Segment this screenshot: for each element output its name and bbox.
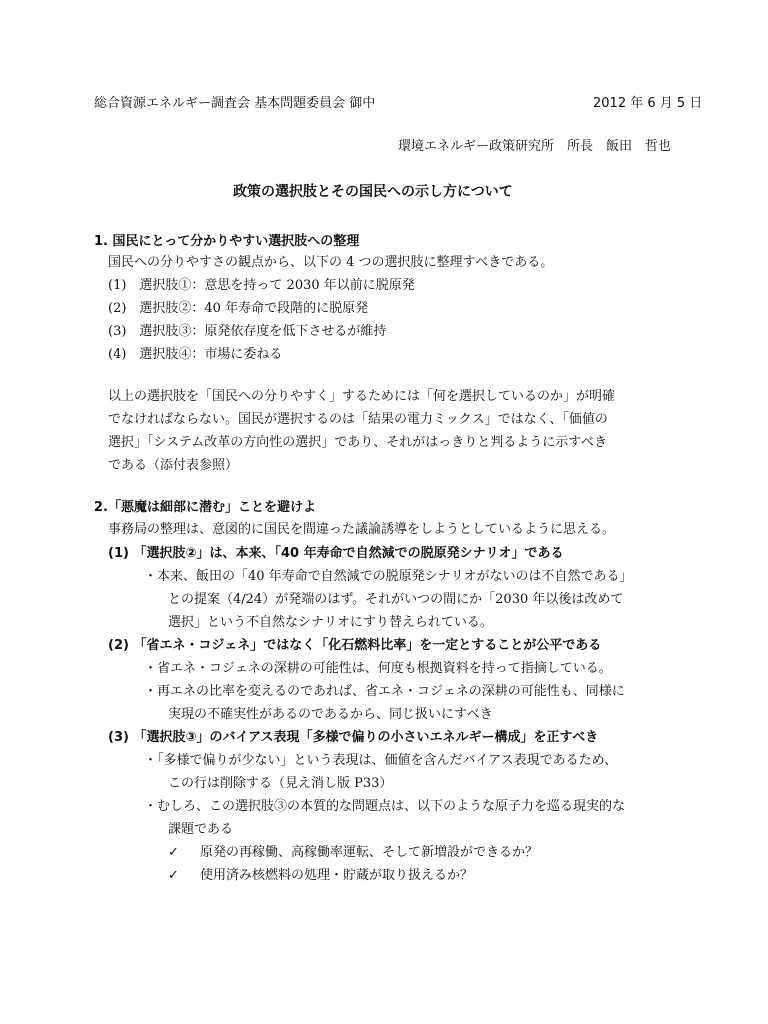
section2-heading: 2.「悪魔は細部に潜む」ことを避けよ — [94, 500, 316, 515]
item1-line: との提案（4/24）が発端のはず。それがいつの間にか「2030 年以後は改めて — [168, 592, 624, 607]
item3-line: この行は削除する（見え消し版 P33） — [168, 776, 393, 791]
check-item: 使用済み核燃料の処理・貯蔵が取り扱えるか？ — [200, 868, 474, 883]
section2-intro: 事務局の整理は、意図的に国民を間違った議論誘導をしようとしているように思える。 — [108, 522, 616, 537]
item2-line: 実現の不確実性があるのであるから、同じ扱いにすべき — [168, 707, 493, 722]
item2-line: ・再エネの比率を変えるのであれば、省エネ・コジェネの深耕の可能性も、同様に — [144, 684, 625, 699]
section1-paragraph-line: である（添付表参照） — [108, 458, 239, 473]
option-2: (2) 選択肢②：40 年寿命で段階的に脱原発 — [108, 301, 369, 316]
check-item: 原発の再稼働、高稼働率運転、そして新増設ができるか？ — [200, 845, 539, 860]
date: 2012 年 6 月 5 日 — [593, 96, 703, 111]
section1-paragraph-line: 選択」「システム改革の方向性の選択」であり、それがはっきりと判るように示すべき — [108, 435, 607, 450]
recipient: 総合資源エネルギー調査会 基本問題委員会 御中 — [94, 96, 376, 111]
section1-intro: 国民への分りやすさの観点から、以下の 4 つの選択肢に整理すべきである。 — [108, 255, 554, 270]
item3-line: ・むしろ、この選択肢③の本質的な問題点は、以下のような原子力を巡る現実的な — [144, 799, 626, 814]
option-1: (1) 選択肢①：意思を持って 2030 年以前に脱原発 — [108, 278, 415, 293]
item1-heading: (1) 「選択肢②」は、本来、「40 年寿命で自然減での脱原発シナリオ」である — [108, 546, 564, 561]
checkmark-icon: ✓ — [168, 845, 179, 860]
option-4: (4) 選択肢④：市場に委ねる — [108, 347, 283, 362]
item3-line: 課題である — [168, 822, 234, 837]
section1-paragraph-line: 以上の選択肢を「国民への分りやすく」するためには「何を選択しているのか」が明確 — [108, 389, 616, 404]
checkmark-icon: ✓ — [168, 868, 179, 883]
author: 環境エネルギー政策研究所 所長 飯田 哲也 — [398, 139, 672, 154]
item3-line: ・「多様で偏りが少ない」という表現は、価値を含んだバイアス表現であるため、 — [144, 753, 618, 768]
item2-heading: (2) 「省エネ・コジェネ」ではなく「化石燃料比率」を一定とすることが公平である — [108, 638, 602, 653]
section1-paragraph-line: でなければならない。国民が選択するのは「結果の電力ミックス」ではなく、「価値の — [108, 412, 608, 427]
item3-heading: (3) 「選択肢③」のバイアス表現「多様で偏りの小さいエネルギー構成」を正すべき — [108, 730, 599, 745]
document-title: 政策の選択肢とその国民への示し方について — [233, 184, 513, 200]
item2-line: ・省エネ・コジェネの深耕の可能性は、何度も根拠資料を持って指摘している。 — [144, 661, 612, 676]
option-3: (3) 選択肢③：原発依存度を低下させるが維持 — [108, 324, 387, 339]
item1-line: 選択」という不自然なシナリオにすり替えられている。 — [168, 615, 493, 630]
item1-line: ・本来、飯田の「40 年寿命で自然減での脱原発シナリオがないのは不自然である」 — [144, 569, 633, 584]
section1-heading: 1. 国民にとって分かりやすい選択肢への整理 — [94, 234, 360, 249]
